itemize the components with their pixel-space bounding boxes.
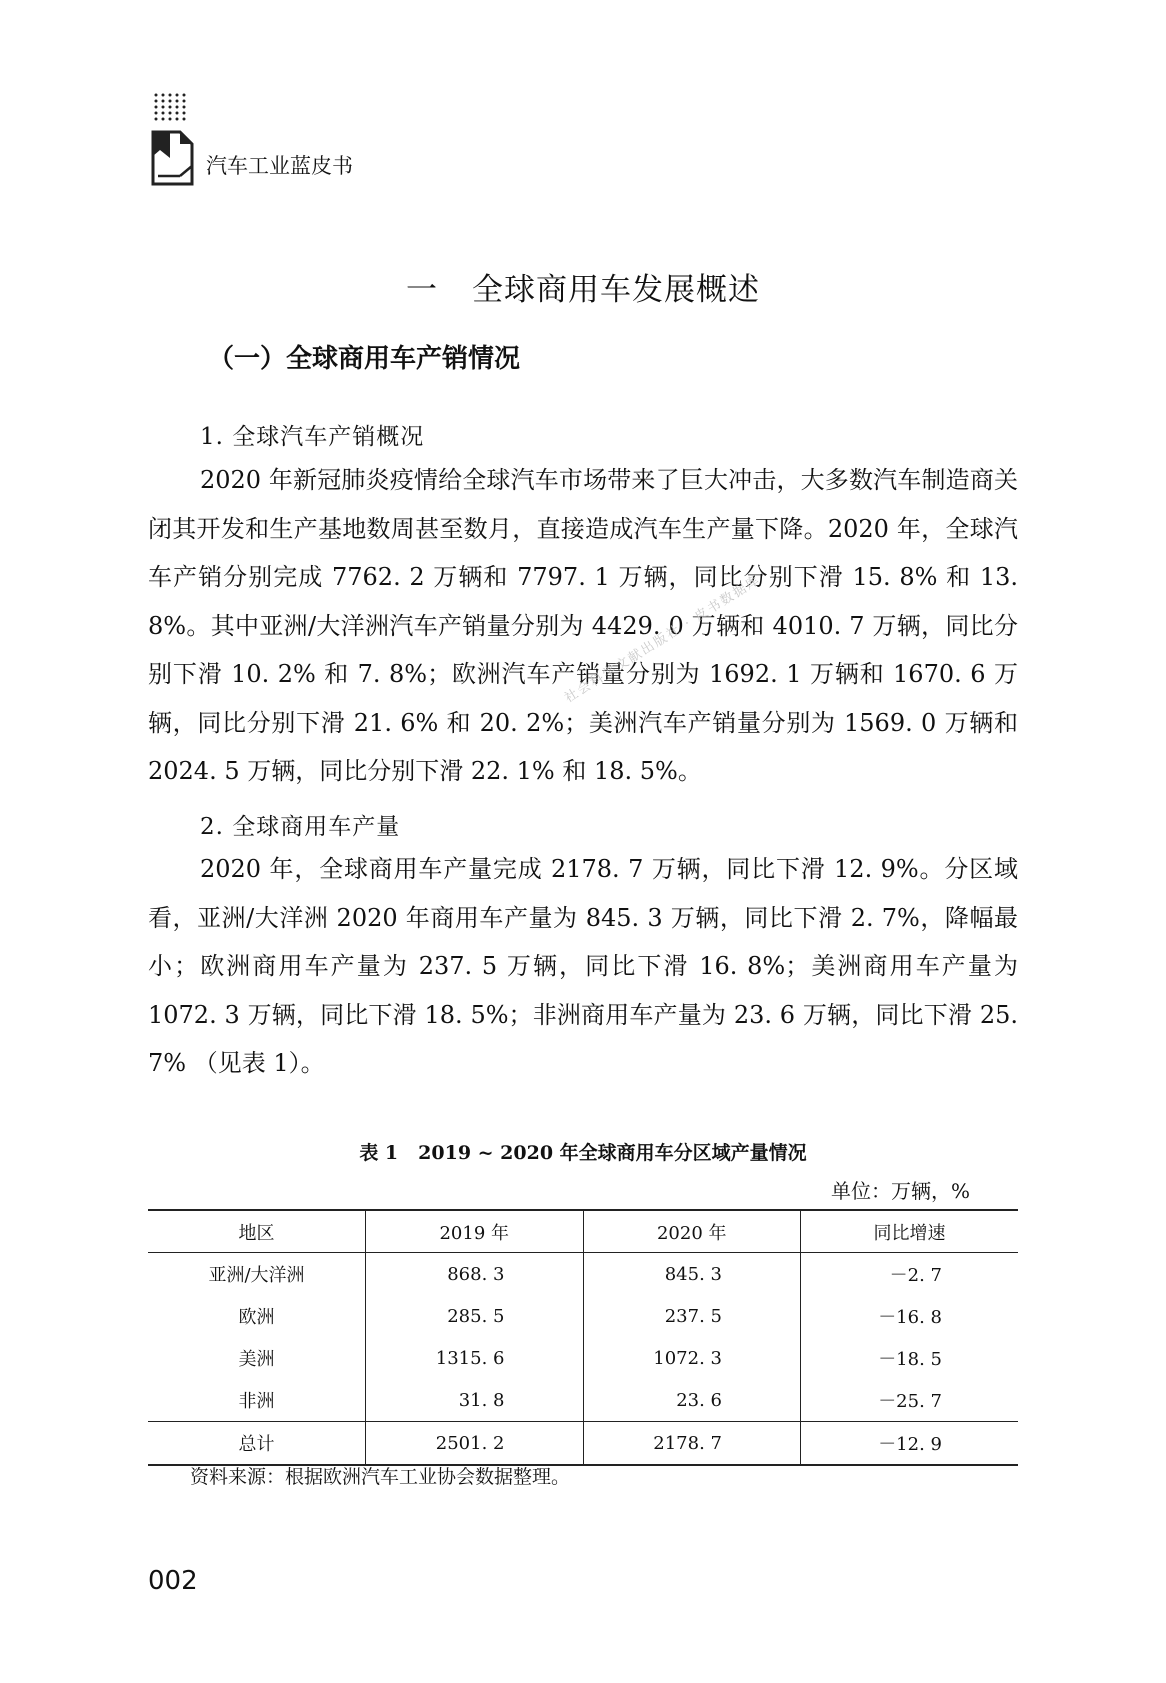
total-label-cell: 总计: [148, 1422, 366, 1466]
dot-pattern-icon: [152, 92, 192, 122]
series-title: 汽车工业蓝皮书: [206, 154, 353, 178]
growth-cell: －2. 7: [801, 1253, 1019, 1296]
growth-cell: －25. 7: [801, 1379, 1019, 1422]
page-number: 002: [148, 1566, 198, 1596]
heading-commercial-vehicle-output: 2. 全球商用车产量: [200, 814, 401, 840]
column-header-growth: 同比增速: [801, 1210, 1019, 1253]
growth-cell: －16. 8: [801, 1295, 1019, 1337]
section-title: [0, 264, 1166, 309]
subsection-title: （一）全球商用车产销情况: [208, 344, 521, 374]
value-2020-cell: 1072. 3: [583, 1337, 801, 1379]
growth-cell: －18. 5: [801, 1337, 1019, 1379]
total-2020-cell: 2178. 7: [583, 1422, 801, 1466]
value-2019-cell: 31. 8: [366, 1379, 584, 1422]
running-header: [150, 92, 410, 192]
table-header-row: [148, 1210, 1018, 1253]
value-2019-cell: 1315. 6: [366, 1337, 584, 1379]
table-row: [148, 1379, 1018, 1422]
table-caption-title: 2019 ~ 2020 年全球商用车分区域产量情况: [418, 1142, 807, 1164]
column-header-region: 地区: [148, 1210, 366, 1253]
value-2019-cell: 868. 3: [366, 1253, 584, 1296]
table-row: [148, 1337, 1018, 1379]
value-2020-cell: 845. 3: [583, 1253, 801, 1296]
total-2019-cell: 2501. 2: [366, 1422, 584, 1466]
table-row: [148, 1295, 1018, 1337]
total-growth-cell: －12. 9: [801, 1422, 1019, 1466]
value-2020-cell: 237. 5: [583, 1295, 801, 1337]
column-header-2019: 2019 年: [366, 1210, 584, 1253]
paragraph-commercial-vehicle: 2020 年，全球商用车产量完成 2178. 7 万辆，同比下滑 12. 9%。分区域看，亚洲/大洋洲 2020 年商用车产量为 845. 3 万辆，同比下滑 2. 7%，降幅最小；欧洲商用车产量为 237. 5 万辆，同比下滑 16. 8%；美洲商用车产量为 1072. 3 万辆，同比下滑 18. 5%；非洲商用车产量为 23. 6 万辆，同比下滑 25. 7% （见表 1）。: [148, 855, 1018, 1077]
paragraph-global-auto: 2020 年新冠肺炎疫情给全球汽车市场带来了巨大冲击，大多数汽车制造商关闭其开发和生产基地数周甚至数月，直接造成汽车生产量下降。2020 年，全球汽车产销分别完成 7762. 2 万辆和 7797. 1 万辆，同比分别下滑 15. 8% 和 13. 8%。其中亚洲/大洋洲汽车产销量分别为 4429. 0 万辆和 4010. 7 万辆，同比分别下滑 10. 2% 和 7. 8%；欧洲汽车产销量分别为 1692. 1 万辆和 1670. 6 万辆，同比分别下滑 21. 6% 和 20. 2%；美洲汽车产销量分别为 1569. 0 万辆和 2024. 5 万辆，同比分别下滑 22. 1% 和 18. 5%。: [148, 466, 1018, 785]
table-row: [148, 1253, 1018, 1296]
section-number: 一: [406, 272, 438, 308]
book-corner-icon: [150, 130, 194, 186]
column-header-2020: 2020 年: [583, 1210, 801, 1253]
value-2019-cell: 285. 5: [366, 1295, 584, 1337]
region-cell: 欧洲: [238, 1307, 275, 1328]
region-cell: 非洲: [238, 1391, 275, 1412]
table-unit: 单位：万辆，%: [830, 1179, 970, 1203]
section-title-text: 全球商用车发展概述: [472, 272, 760, 308]
region-cell: 亚洲/大洋洲: [208, 1265, 305, 1286]
heading-global-auto-production-sales: 1. 全球汽车产销概况: [200, 424, 425, 450]
table-caption-label: 表 1: [359, 1142, 399, 1164]
table-caption: [0, 1138, 1166, 1165]
watermark: 社会科学文献出版社 · 皮书数据库: [562, 572, 764, 707]
value-2020-cell: 23. 6: [583, 1379, 801, 1422]
region-cell: 美洲: [238, 1349, 275, 1370]
production-table: [148, 1209, 1018, 1466]
table-source-note: 资料来源：根据欧洲汽车工业协会数据整理。: [190, 1466, 571, 1488]
table-total-row: [148, 1422, 1018, 1466]
